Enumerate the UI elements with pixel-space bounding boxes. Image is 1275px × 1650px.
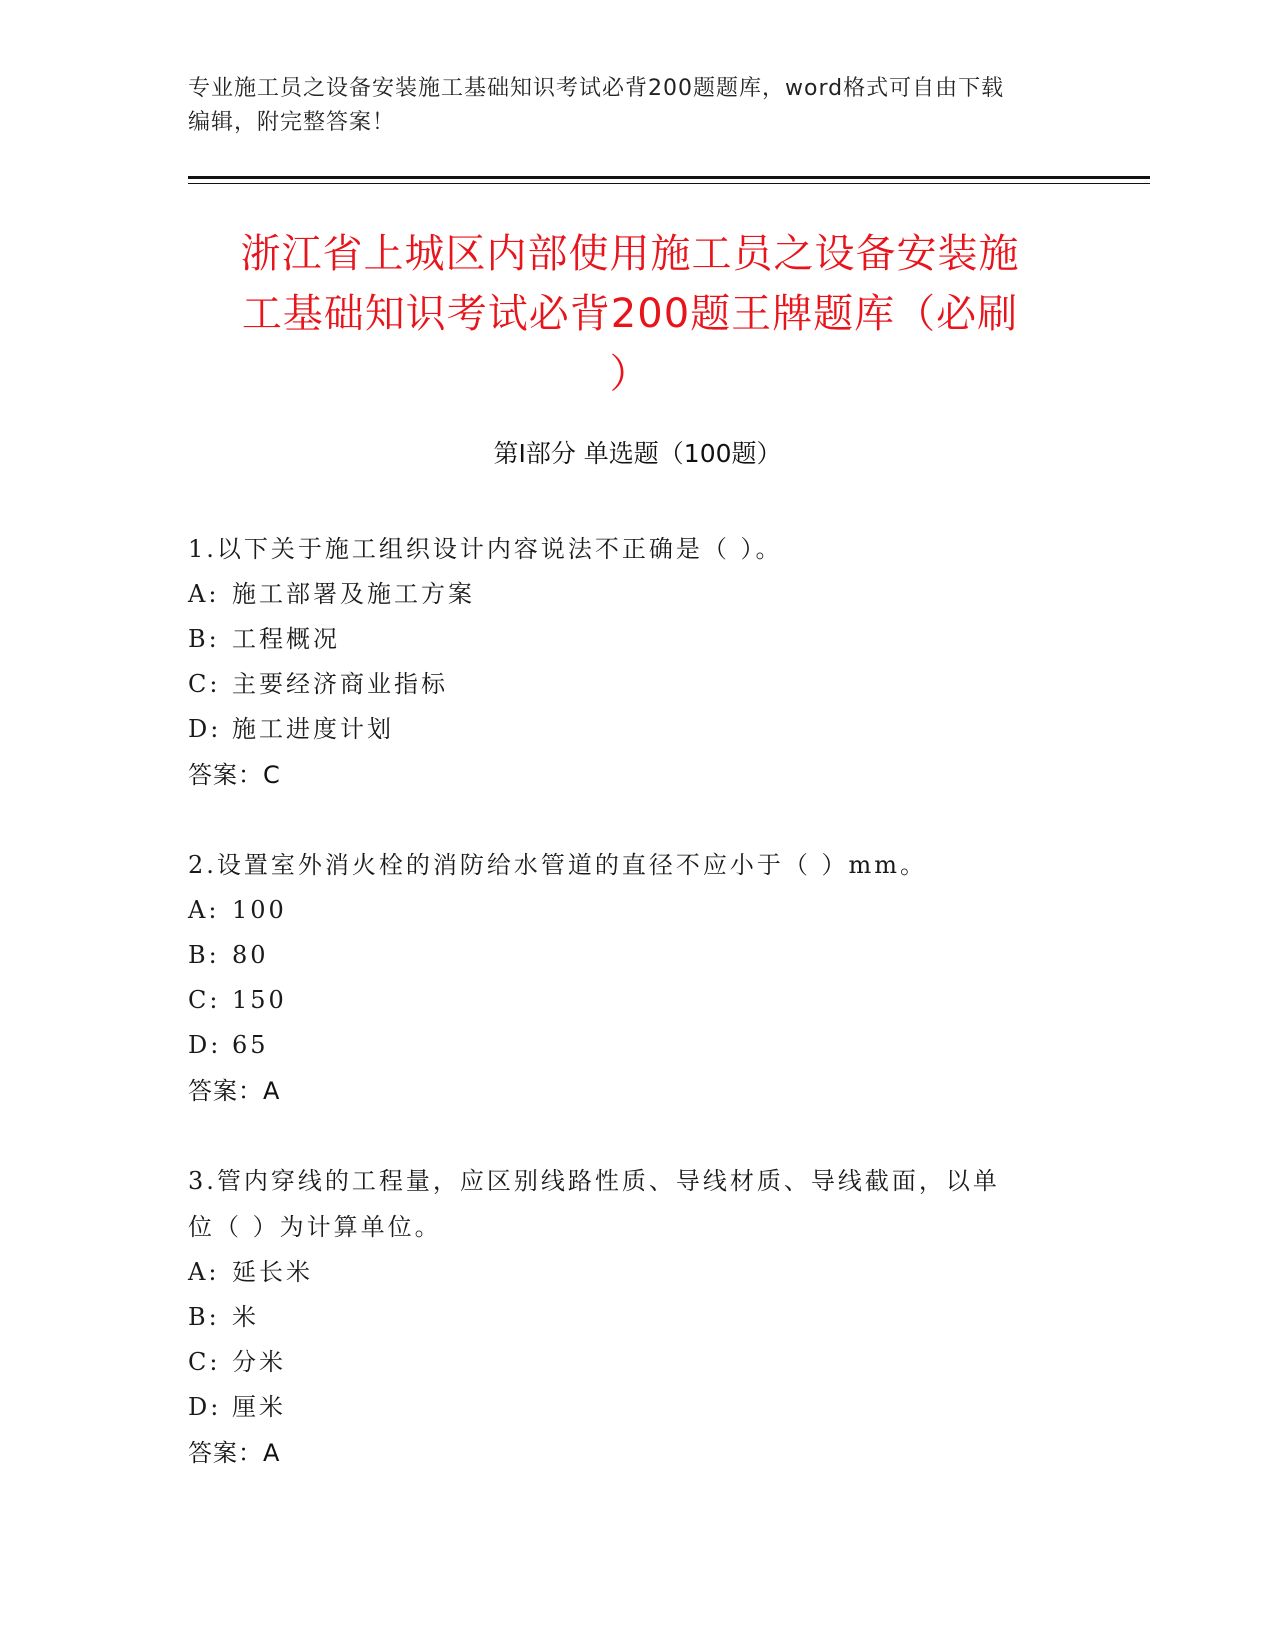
question-spacer (188, 798, 1088, 842)
option-text: 150 (232, 986, 287, 1014)
question-1-option-d (188, 707, 1088, 752)
option-text: 65 (232, 1031, 269, 1059)
question-3-option-c (188, 1340, 1088, 1385)
option-text: 厘米 (232, 1393, 286, 1421)
option-label: B: (188, 1303, 220, 1331)
question-list (188, 526, 1088, 1476)
option-label: C: (188, 1348, 221, 1376)
question-1-option-b (188, 617, 1088, 662)
question-3-stem-line-2: 位（ ）为计算单位。 (188, 1213, 442, 1241)
document-title-line-1: 浙江省上城区内部使用施工员之设备安装施 (240, 231, 1020, 277)
option-text: 100 (232, 896, 287, 924)
option-text: 延长米 (232, 1258, 313, 1286)
question-3 (188, 1158, 1088, 1476)
question-1-option-a (188, 572, 1088, 617)
option-label: D: (188, 715, 222, 743)
header-divider-thin (188, 183, 1150, 184)
question-1-option-c (188, 662, 1088, 707)
option-text: 80 (232, 941, 269, 969)
option-label: D: (188, 1393, 222, 1421)
header-note-line-1: 专业施工员之设备安装施工基础知识考试必背200题题库，word格式可自由下载 (188, 76, 1005, 101)
question-1-stem: 1.以下关于施工组织设计内容说法不正确是（ ）。 (188, 535, 783, 563)
question-2-option-c (188, 978, 1088, 1023)
document-title (190, 224, 1070, 404)
question-spacer (188, 1114, 1088, 1158)
option-text: 施工部署及施工方案 (232, 580, 475, 608)
question-3-stem-line-1: 3.管内穿线的工程量，应区别线路性质、导线材质、导线截面，以单 (188, 1167, 1000, 1195)
option-label: A: (188, 580, 220, 608)
option-label: A: (188, 1258, 220, 1286)
header-divider-thick (188, 176, 1150, 179)
header-note (188, 72, 1088, 140)
question-3-option-b (188, 1295, 1088, 1340)
option-label: A: (188, 896, 220, 924)
option-text: 分米 (232, 1348, 286, 1376)
option-label: B: (188, 941, 220, 969)
option-label: C: (188, 986, 221, 1014)
option-text: 主要经济商业指标 (232, 670, 448, 698)
question-3-option-a (188, 1250, 1088, 1295)
question-3-option-d (188, 1385, 1088, 1430)
question-1 (188, 526, 1088, 798)
question-2-answer: 答案：A (188, 1077, 281, 1105)
question-2-stem: 2.设置室外消火栓的消防给水管道的直径不应小于（ ）mm。 (188, 851, 928, 879)
question-2 (188, 842, 1088, 1114)
question-2-option-a (188, 888, 1088, 933)
option-text: 米 (232, 1303, 259, 1331)
option-text: 施工进度计划 (232, 715, 394, 743)
document-title-line-3: ） (609, 351, 651, 397)
option-label: C: (188, 670, 221, 698)
question-2-option-d (188, 1023, 1088, 1068)
question-1-answer: 答案：C (188, 761, 281, 789)
option-label: B: (188, 625, 220, 653)
document-title-line-2: 工基础知识考试必背200题王牌题库（必刷 (241, 291, 1019, 337)
section-heading: 第Ⅰ部分 单选题（100题） (493, 439, 782, 468)
question-2-option-b (188, 933, 1088, 978)
question-3-answer: 答案：A (188, 1439, 281, 1467)
option-text: 工程概况 (232, 625, 340, 653)
option-label: D: (188, 1031, 222, 1059)
header-note-line-2: 编辑，附完整答案！ (188, 110, 396, 135)
